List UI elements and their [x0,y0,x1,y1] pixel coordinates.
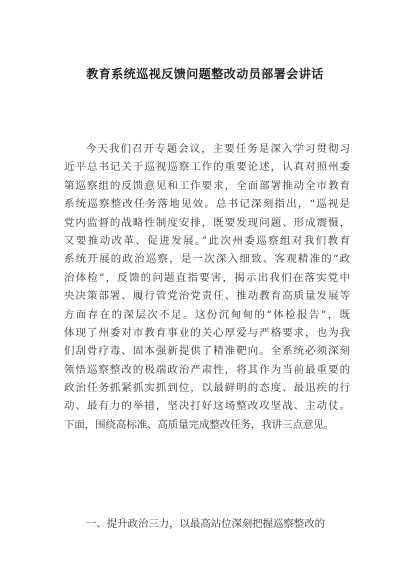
paragraph-line: 系统开展的政治巡察，是一次深入细致、客观精准的“政 [64,253,350,266]
section-heading-text: 一、提升政治三力，以最高站位深刻把握巡察整改的 [86,518,325,530]
paragraph-line: 政治任务抓紧抓实抓到位，以最鲜明的态度、最迅疾的行 [64,382,350,395]
paragraph-line: 领悟巡察整改的极端政治严肃性，将其作为当前最重要的 [64,363,350,376]
paragraph-line: 央决策部署、履行管党治党责任、推动教育高质量发展等 [64,290,350,303]
document-title: 教育系统巡视反馈问题整改动员部署会讲话 [86,67,324,81]
paragraph-line: 治体检”，反馈的问题直指要害，揭示出我们在落实党中 [64,271,350,284]
paragraph-line: 动、最有力的举措，坚决打好这场整改攻坚战、主动仗。 [64,400,350,413]
paragraph-line: 党内监督的战略性制度安排，既要发现问题、形成震慑， [64,216,350,229]
paragraph-line: 方面存在的深层次不足。这份沉甸甸的“体检报告”，既 [64,308,350,321]
paragraph-line: 又要推动改革、促进发展。”此次州委巡察组对我们教育 [64,234,350,247]
document-body [64,140,350,434]
section-heading [64,515,350,533]
paragraph-line: 体现了州委对市教育事业的关心厚爱与严格要求，也为我 [64,326,350,339]
paragraph-line: 近平总书记关于巡视巡察工作的重要论述，认真对照州委 [64,161,350,174]
paragraph-line: 今天我们召开专题会议，主要任务是深入学习贯彻习 [86,143,350,155]
paragraph-line: 们刮骨疗毒、固本强新提供了精准靶向。全系统必须深刻 [64,345,350,358]
paragraph-line: 下面，围绕高标准、高质量完成整改任务，我讲三点意见。 [64,418,335,431]
paragraph-line: 第巡察组的反馈意见和工作要求，全面部署推动全市教育 [64,179,350,192]
paragraph-line: 系统巡察整改任务落地见效。总书记深刻指出，“巡视是 [64,198,350,211]
